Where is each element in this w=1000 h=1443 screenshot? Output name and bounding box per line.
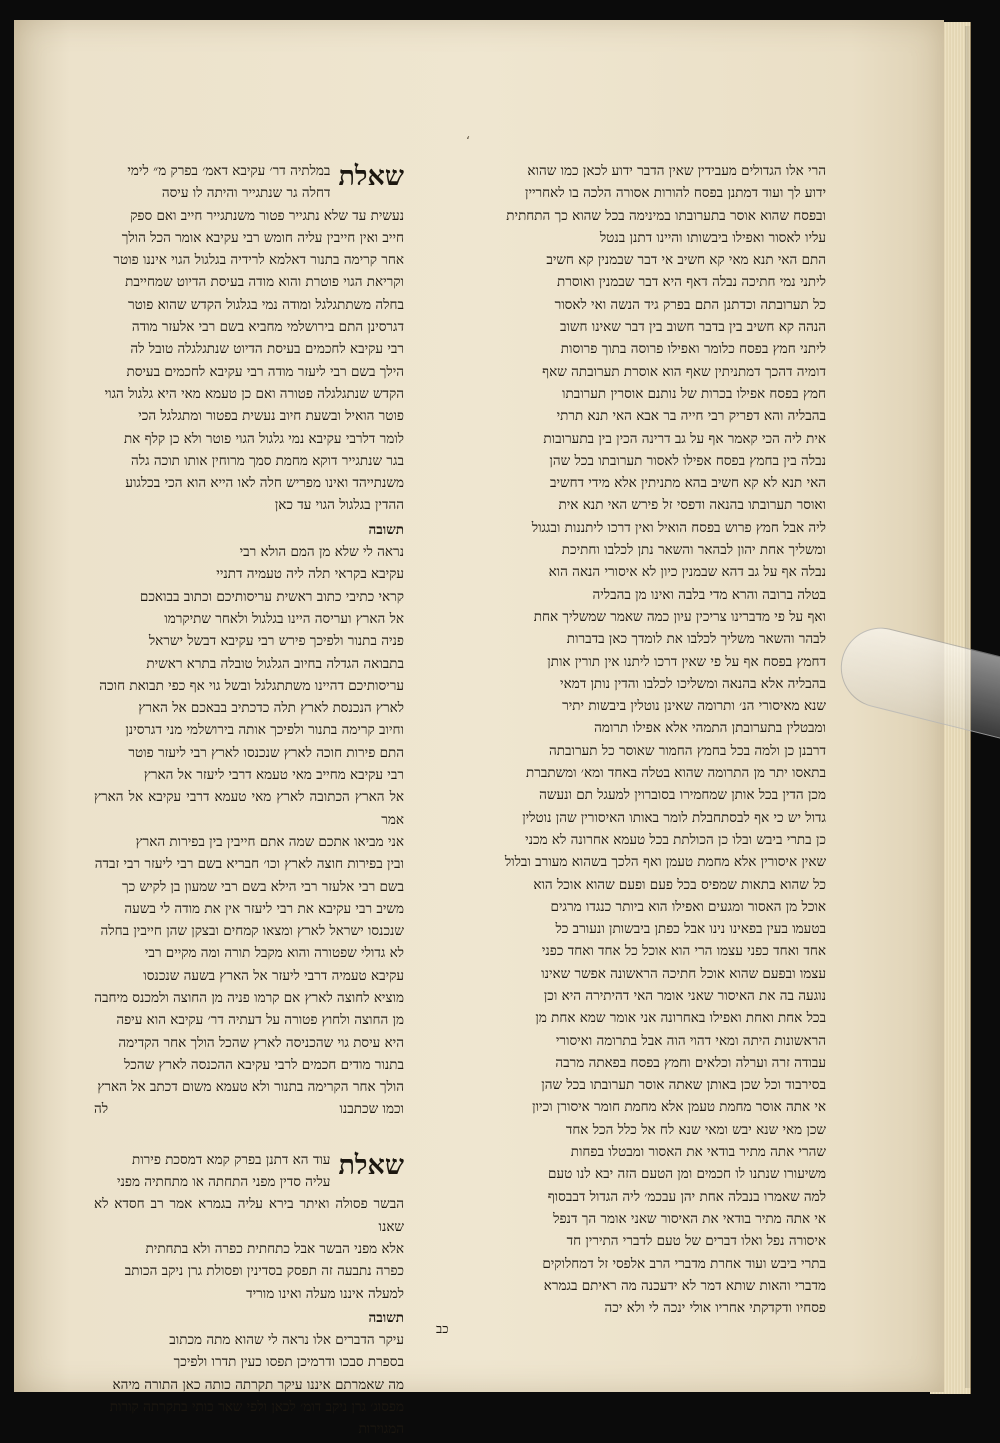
text-line: לומר דלרבי עקיבא נמי גלגול הגוי פוטר ולא כן קלף את [123, 430, 404, 447]
text-line: הולך אחר הקרימה בתנור ולא טעמא משום דכתב אל הארץ [97, 1079, 404, 1096]
text-line: שהרי אתה מתיר בודאי את האסור ומבטלו בפחות [570, 1144, 826, 1161]
answer-2 [94, 1307, 404, 1441]
text-line: בגר שנתגייר דוקא מחמת סמך מרוחין אותו תוכה גלה [131, 452, 404, 469]
text-line: עוד הא דתנן בפרק קמא דמסכת פירות [131, 1151, 331, 1168]
answer-label: תשובה [368, 521, 404, 538]
right-column-text [436, 160, 826, 1319]
text-line: מן החוצה ולחוץ פטורה על דעתיה דר׳ עקיבא הוא עיפה [116, 1012, 404, 1029]
text-line: התם פירות חוכה לארץ שנכנסו לארץ רבי ליעזר פוטר [128, 744, 404, 761]
question-2 [94, 1149, 404, 1305]
left-column [94, 160, 404, 1443]
text-line: נבלה בין בחמץ בפסח אפילו לאסור תערובתו בכל שהן [549, 452, 826, 469]
text-line: הראשונות היתה ומאי דהוי הוה אבל בתרומה ואיסורי [555, 1032, 826, 1049]
text-line: היא עיסת גוי שהכניסה לארץ שהכל הולך אחר הקדימה [118, 1034, 404, 1051]
text-line: מה שאמרתם איננו עיקר תקרתה כותה כאן התורה מיהא [112, 1376, 404, 1393]
text-line: אל הארץ הכתובה לארץ מאי טעמא דרבי עקיבא אל הארץ אמר [94, 789, 404, 828]
text-line: אחד ואחד כפני עצמו הרי הוא אוכל כל אחד ואחד כפני [541, 943, 826, 960]
text-line: בתרי ביבש ועוד אחרת מדברי הרב אלפסי זל דמחלוקים [542, 1255, 826, 1272]
text-line: הנהה קא חשיב בין בדבר חשוב בין דבר שאינו חשוב [559, 319, 826, 336]
answer-2-text [94, 1329, 404, 1440]
text-line: שכן מאי שנא יבש ומאי שנא לח אל כלל הכל אחד [565, 1121, 826, 1138]
text-line: נעשית עד שלא נתגייר פטור משנתגייר חייב ואם ספק [130, 207, 404, 224]
text-line: התם האי תנא מאי קא חשיב אי דבר שבמנין קא חשיב [546, 252, 826, 269]
text-line: דרבנן כן ולמה בכל בחמץ החמור שאוסר כל תערובתה [549, 742, 826, 759]
text-line: ההדין בגלגול הגוי עד כאן [274, 497, 404, 514]
text-line: עקיבא בקראי תלה ליה טעמיה דתניי [216, 566, 404, 583]
text-line: בתנור מודים חכמים לרבי עקיבא ההכנסה לארץ שהכל [123, 1056, 404, 1073]
text-line: נבלה אף על גב דהא שבמנין כיון לא איסורי הנאה הוא [548, 564, 826, 581]
text-line: בשם רבי אלעזר רבי הילא בשם רבי שמעון בן לקיש כך [121, 878, 404, 895]
text-line: לבהר והשאר משליך לכלבו את לומדך כאן בדברות [566, 631, 826, 648]
text-line: עליו לאסור ואפילו ביבשותו והיינו דתנן בנטל [599, 229, 826, 246]
text-line: וחיוב קרימה בתנור ולפיכך אותה בירושלמי מני דגרסינן [125, 722, 404, 739]
text-line: ומשליך אחת יהון לבהאר והשאר נתן לכלבו וחתיכת [561, 542, 826, 559]
text-line: משיעורו שנתנו לו חכמים ומן הטעם הזה יבא לנו טעם [548, 1166, 826, 1183]
text-line: הקדש שנתגלגלה פטורה ואם כן טעמא מאי היא גלגול הגוי [104, 385, 404, 402]
text-line: משיב רבי עקיבא את רבי ליעזר אין את מודה לי בשעה [124, 900, 404, 917]
question-heading-2: שאלת [338, 1149, 404, 1181]
text-line: הבשר פסולה ואיתר בירא עליה בגמרא אמר רב חסדא לא שאנו [94, 1196, 404, 1235]
text-line: איסורה נפל ואלו דברים של טעם לדברי התירין חד [566, 1233, 826, 1250]
text-line: הילך בשם רבי ליעזר מודה רבי עקיבא לחכמים בעיסת [126, 363, 404, 380]
text-line: בתאסו יתר מן התרומה שהוא בטלה באחד ומא׳ ומשתברת [525, 765, 826, 782]
text-line: אי אתה אוסר מחמת טעמן אלא מחמת חומר איסורן וכיון [532, 1099, 826, 1116]
answer-1-closing: וכמו שכתבנו [339, 1101, 404, 1118]
text-line: במלתיה דר׳ עקיבא דאמ׳ בפרק מ״ לימי [127, 163, 331, 179]
text-line: עצמו ובפעם שהוא אוכל חתיכה הראשונה אפשר שאינו [541, 965, 826, 982]
text-line: אחר קרימה בתנור דאלמא לרידיה בגלגול הגוי איננו פוטר [113, 252, 404, 269]
text-line: עבודה זרה וערלה וכלאים וחמץ בפסח בפאתה מרבה [555, 1054, 826, 1071]
text-line: ואוסר תערובתו בהנאה ודפסי זל פירש האי תנא אית [558, 497, 826, 514]
text-line: פניה בתנור ולפיכך פירש רבי עקיבא דבשל ישראל [148, 633, 404, 650]
text-line: ליה אבל חמץ פרוש בפסח הואיל ואין דרכו ליתננות ובגגול [531, 519, 826, 536]
text-line: דגרסינן התם בירושלמי מחביא בשם רבי אלעזר מודה [131, 319, 404, 336]
text-line: לא גדולי שפטורה והוא מקבל תורה ומה מקיים רבי [144, 945, 404, 962]
text-line: אל הארץ ועריסה היינו בגלגול ולאחר שתיקרמו [164, 610, 404, 627]
section-gap [94, 1123, 404, 1149]
text-line: כל שהוא בתאות שמפיס בכל פעם ופעם שהוא אוכל הוא [533, 876, 826, 893]
text-line: ובין בפירות חוצה לארץ וכו׳ חבריא בשם רבי ליעזר רבי זבדה [94, 856, 404, 873]
text-line: מוציא לחוצה לארץ אם קרמו פניה מן החוצה ולמכנס מיחבה [94, 989, 404, 1006]
text-line: בסירבוד וכל שכן באותן שאתה אוסר תערובתו בכל שהן [541, 1077, 826, 1094]
text-line: דחלה גר שנתגייר והיתה לו עיסה [161, 185, 331, 202]
text-line: עיקר הדברים אלו נראה לי שהוא מתה מכתוב [169, 1332, 404, 1349]
text-line: אוכל מן האסור ומגעים ואפילו הוא ביותר כנגדו מרגים [550, 898, 826, 915]
text-line: גדול יש כי אף לבסתחבלת לומר באותו האיסורין שהן נוטלין [522, 809, 826, 826]
text-line: פוטר הואיל ובשעת חיוב נעשית בפטור ומתגלגל הכי [138, 408, 404, 425]
text-line: בחלה משתתגלגל ומודה נמי בגלגול הקדש שהוא פוטר [127, 296, 404, 313]
text-line: ליתני נמי חתיכה נבלה דאף היא דבר שבמנין ואוסרת [557, 274, 826, 291]
question-heading: שאלת [338, 161, 404, 192]
text-line: עקיבא טעמיה דרבי ליעזר אל הארץ בשעה שנכנסו [143, 967, 404, 984]
folio-signature: כב [436, 1322, 449, 1338]
question-1-text [94, 160, 404, 517]
text-line: בהבליה והא דפריק רבי חייה בר אבא האי תנא תרתי [556, 408, 826, 425]
text-line: ובפסח שהוא אוסר בתערובתו במינימה בכל שהוא כך התחתית [506, 207, 826, 224]
text-line: נראה לי שלא מן המם הולא רבי [239, 544, 404, 561]
text-line: שאין איסורין אלא מחמת טעמן ואף הלכך בשהוא מעורב ובלול [504, 854, 826, 871]
text-line: פסחיו ודקדקתי אחריו אולי ינכה לי ולא יכה [604, 1300, 826, 1317]
text-line: שנכנסו ישראל לארץ ומצאו קמחים ובצקן שהן חייבין בחלה [100, 923, 404, 940]
text-line: בתבואה הגדלה בחיוב הגלגול טובלה בתרא ראשית [146, 655, 404, 672]
text-line: אלא מפני הבשר אבל כתחתית כפרה ולא בתחתית [145, 1240, 404, 1257]
text-line: שנא מאיסורי הנ׳ ותרומה שאינן נוטלין ביבשות יתיר [562, 698, 826, 715]
text-line: בספרת סבכו ודרמיכן תפסו כעין תדרו ולפיכך [173, 1354, 404, 1371]
text-line: עריסותיכם דהיינו משתתגלגל ובשל גוי אף כפי תבואת חוכה [99, 677, 404, 694]
text-line: נוגעה בה את האיסור שאני אומר האי דהיתירה היא וכן [543, 987, 826, 1004]
question-1 [94, 160, 404, 517]
text-line: ליתני חמץ בפסח כלומר ואפילו פרוסה בתוך פרוסות [560, 341, 826, 358]
text-line: כן בתרי ביבש ובלו כן הכולתת בכל טעמא אחרונה לא מכני [525, 831, 826, 848]
text-line: ואף על פי מדברינו צריכין עיון כמה שאמר שמשליך אחת [533, 608, 826, 625]
text-line: רבי עקיבא לחכמים בעיסת הדיוט שנתגלגלה טובל לה [130, 341, 404, 358]
text-line: למה שאמרו בנבלה אחת יהן עבכמ׳ ליה הגדול דבבסוף [547, 1188, 826, 1205]
answer-1 [94, 519, 404, 1121]
right-column [436, 160, 826, 1342]
text-line: המגוירות [358, 1421, 404, 1438]
text-line: דומיה דהכך דמתניתין שאף הוא אוסרת תערובתה שאף [542, 363, 826, 380]
answer-label-2: תשובה [368, 1309, 404, 1326]
text-line: עליה סדין מפני התחתה או מתחתיה מפני [116, 1174, 331, 1191]
text-line: כפרה נתבעה זה תפסק בסדינין ופסולת גרן ניקב הכותב [124, 1263, 404, 1280]
text-line: מפסוג׳ גרן ניקב דומ׳ לכאן ולפי שאר כותי בתקרתה קורות [109, 1399, 404, 1416]
text-line: בטלה ברובה והרא מדי בלבה ואינו מן בהבליה [592, 586, 826, 603]
text-line: אני מביאו אתכם שמה אתם חייבין בין בפירות הארץ [135, 833, 404, 850]
text-line: לארץ הנכנסת לארץ תלה כדכתיב בבאכם אל הארץ [138, 700, 404, 717]
text-line: מכן הדין בכל אותן שמחמירו בסוברוין למעגל תם ונעשה [539, 787, 826, 804]
text-line: קראי כתיבי כתוב ראשית עריסותיכם וכתוב בבואכם [139, 588, 404, 605]
text-line: מדברי והאות שותא דמר לא ידעכנה מה ראיתם בגמרא [543, 1277, 826, 1294]
text-line: בטעמו בעין בפאינו נינו אבל כפתן ביבשותן ונעורב כל [555, 921, 826, 938]
text-line: הרי אלו הגדולים מעבידין שאין הדבר ידוע לכאן כמו שהוא [527, 163, 826, 179]
text-line: חמץ בפסח אפילו בכרות של נותנם אוסרין תערובתו [562, 385, 826, 402]
text-line: ומבטלין בתערובתן התמהי אלא אפילו תרומה [594, 720, 826, 737]
text-line: משנתייהד ואינו מפריש חלה לאו הייא הוא הכי בכלגוע [125, 475, 404, 492]
text-line: חייב ואין חייבין עליה חומש רבי עקיבא אומר הכל הולך [121, 229, 404, 246]
text-line: למעלה איננו מעלה ואינו מוריד [246, 1285, 404, 1302]
answer-1-text [94, 541, 404, 1098]
text-line: אי אתה מתיר בודאי את האיסור שאני אומר הך דנפל [553, 1210, 826, 1227]
text-line: אית ליה הכי קאמר אף על גב דרינה הכין בין בתערובות [543, 430, 826, 447]
text-line: רבי עקיבא מחייב מאי טעמא דרבי ליעזר אל הארץ [143, 767, 404, 784]
text-line: האי תנא לא קא חשיב בהא מתניתין אלא מידי דחשיב [549, 475, 826, 492]
text-line: דחמץ בפסח אף על פי שאין דרכו ליתנו אין תורין אותן [547, 653, 826, 670]
text-line: בהבליה אלא בהנאה ומשליכו לכלבו והדין נותן דמאי [560, 675, 826, 692]
text-line: כל תערובתה וכדתנן התם בפרק גיד הנשה ואי לאסור [554, 296, 826, 313]
text-line: וקריאת הגוי פוטרת והוא מודה בעיסת הדיוט שמחייבת [125, 274, 404, 291]
text-line: בכל אחת ואחת ואפילו באחרונה אני אומר שמא אחת מן [535, 1010, 826, 1027]
page-mark: ʻ [466, 134, 470, 148]
answer-1-folio: לה [94, 1101, 109, 1118]
text-line: ידוע לך ועוד דמתנן בפסח להורות אסורה הלכה בו לאחריין [525, 185, 826, 202]
